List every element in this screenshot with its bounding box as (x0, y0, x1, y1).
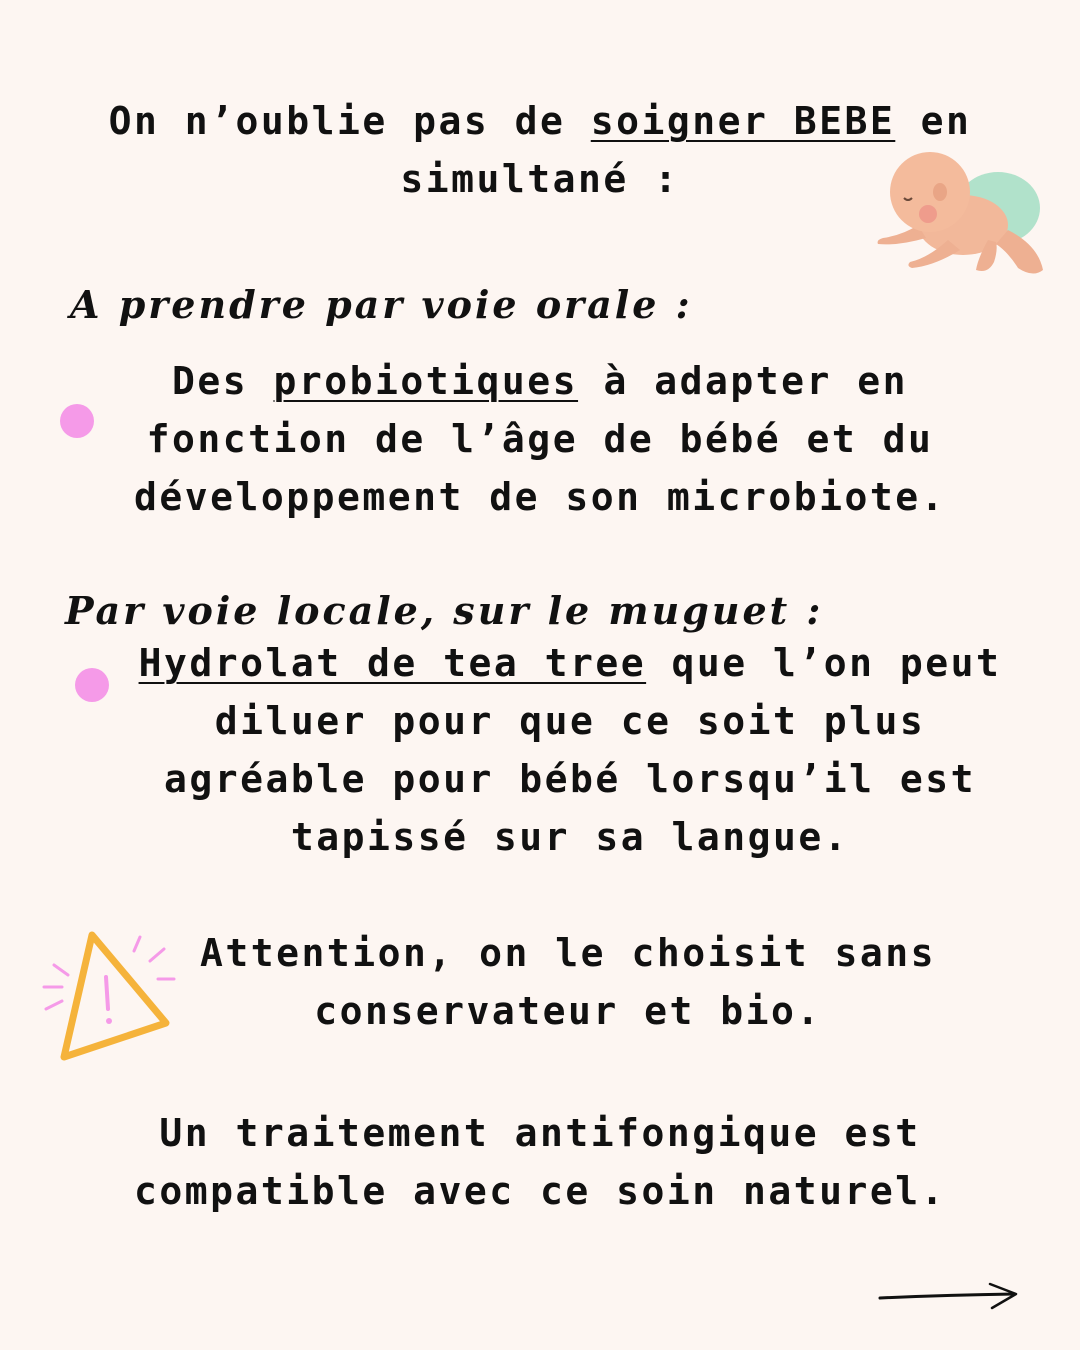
local-text (30, 634, 1080, 866)
oral-text (0, 352, 1080, 526)
footer-line2: compatible avec ce soin naturel. (133, 1169, 947, 1213)
baby-illustration (868, 140, 1058, 290)
oral-line1-prefix: Des (172, 359, 274, 403)
probiotiques-link: probiotiques (273, 359, 579, 403)
local-line2: diluer pour que ce soit plus (214, 699, 926, 743)
local-line3: agréable pour bébé lorsqu’il est (163, 757, 977, 801)
hydrolat-link: Hydrolat de tea tree (138, 641, 647, 685)
local-heading: Par voie locale, sur le muguet : (65, 588, 824, 633)
local-line4: tapissé sur sa langue. (290, 815, 850, 859)
warning-text (28, 924, 1080, 1040)
intro-emphasis: soigner BEBE (590, 99, 896, 143)
intro-line2: simultané : (400, 157, 680, 201)
oral-heading: A prendre par voie orale : (70, 282, 693, 327)
local-line1-suffix: que l’on peut (646, 641, 1002, 685)
footer-line1: Un traitement antifongique est (159, 1111, 921, 1155)
intro-suffix: en (895, 99, 972, 143)
intro-prefix: On n’oublie pas de (108, 99, 591, 143)
oral-line1-suffix: à adapter en (578, 359, 908, 403)
next-arrow-icon[interactable] (876, 1278, 1026, 1318)
oral-line3: développement de son microbiote. (133, 475, 947, 519)
warning-line1: Attention, on le choisit sans (200, 931, 936, 975)
warning-line2: conservateur et bio. (314, 989, 822, 1033)
oral-line2: fonction de l’âge de bébé et du (146, 417, 934, 461)
footer-text (0, 1104, 1080, 1220)
